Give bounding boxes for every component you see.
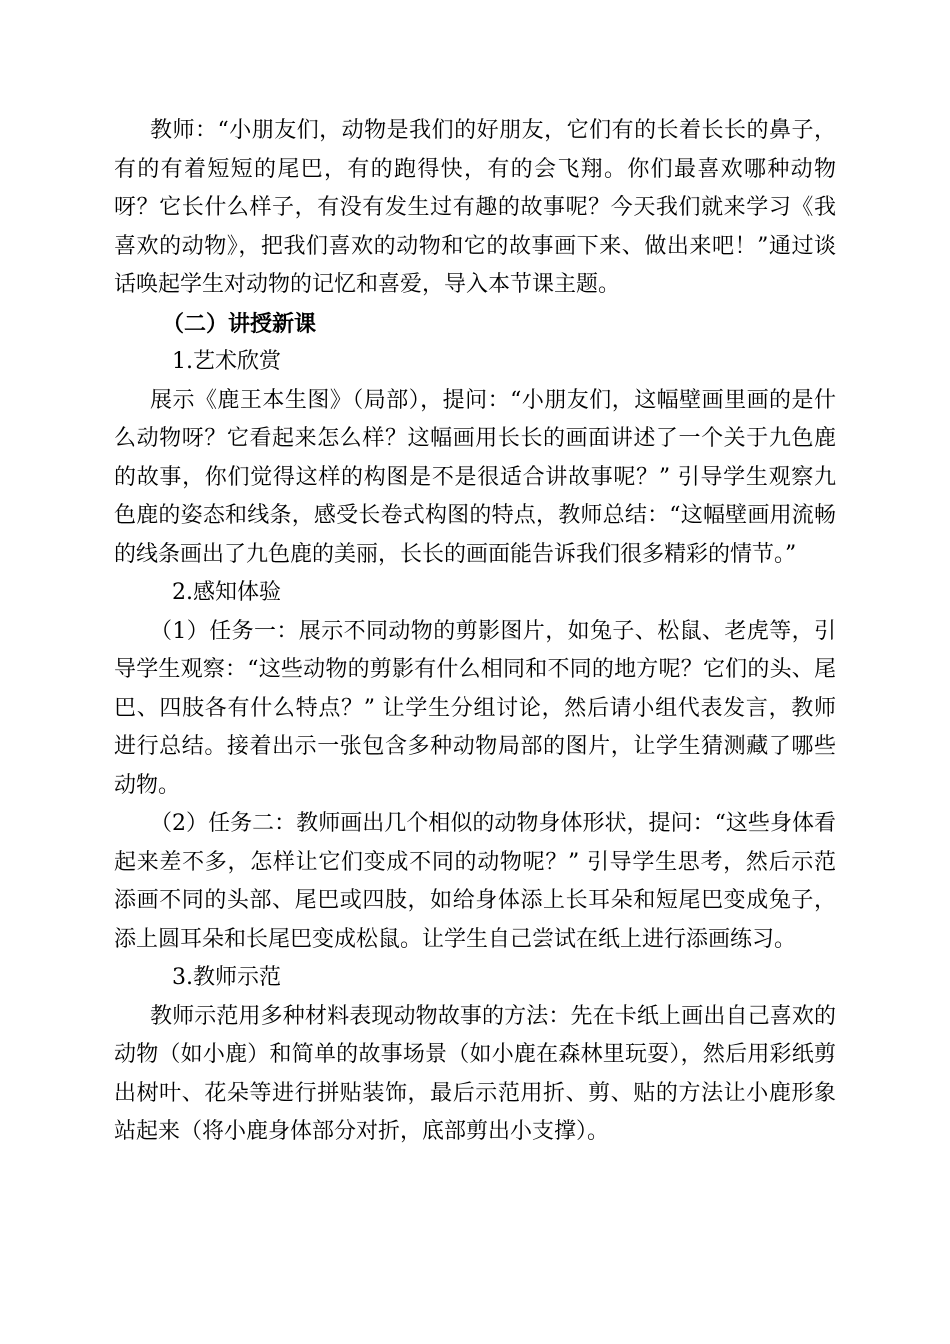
subsection-title-art-appreciation: 1.艺术欣赏 — [172, 349, 281, 374]
subsection-title-demonstration: 3.教师示范 — [172, 965, 281, 990]
art-appreciation-paragraph: 展示《鹿王本生图》（局部），提问：“小朋友们，这幅壁画里画的是什么动物呀？它看起来怎么样？这幅画用长长的画面讲述了一个关于九色鹿的故事，你们觉得这样的构图是不是很适合讲故事呢？” 引导学生观察九色鹿的姿态和线条，感受长卷式构图的特点，教师总结：“这幅壁画用流畅的线条画出了九色鹿的美丽，长长的画面能告诉我们很多精彩的情节。” — [114, 387, 836, 567]
task-one-paragraph: （1）任务一：展示不同动物的剪影图片，如兔子、松鼠、老虎等，引导学生观察：“这些动物的剪影有什么相同和不同的地方呢？它们的头、尾巴、四肢各有什么特点？” 让学生分组讨论，然后请小组代表发言，教师进行总结。接着出示一张包含多种动物局部的图片，让学生猜测藏了哪些动物。 — [114, 618, 836, 798]
subsection-title-perception: 2.感知体验 — [172, 580, 281, 605]
task-two-paragraph: （2）任务二：教师画出几个相似的动物身体形状，提问：“这些身体看起来差不多，怎样让它们变成不同的动物呢？” 引导学生思考，然后示范添画不同的头部、尾巴或四肢，如给身体添上长耳朵和短尾巴变成兔子，添上圆耳朵和长尾巴变成松鼠。让学生自己尝试在纸上进行添画练习。 — [114, 811, 836, 952]
demonstration-paragraph: 教师示范用多种材料表现动物故事的方法：先在卡纸上画出自己喜欢的动物（如小鹿）和简单的故事场景（如小鹿在森林里玩耍），然后用彩纸剪出树叶、花朵等进行拼贴装饰，最后示范用折、剪、贴的方法让小鹿形象站起来（将小鹿身体部分对折，底部剪出小支撑）。 — [114, 1003, 836, 1144]
document-page — [114, 112, 836, 1152]
section-heading: （二）讲授新课 — [162, 310, 317, 337]
intro-paragraph: 教师：“小朋友们，动物是我们的好朋友，它们有的长着长长的鼻子，有的有着短短的尾巴，有的跑得快，有的会飞翔。你们最喜欢哪种动物呀？它长什么样子，有没有发生过有趣的故事呢？今天我们就来学习《我喜欢的动物》，把我们喜欢的动物和它的故事画下来、做出来吧！”通过谈话唤起学生对动物的记忆和喜爱，导入本节课主题。 — [114, 118, 836, 297]
